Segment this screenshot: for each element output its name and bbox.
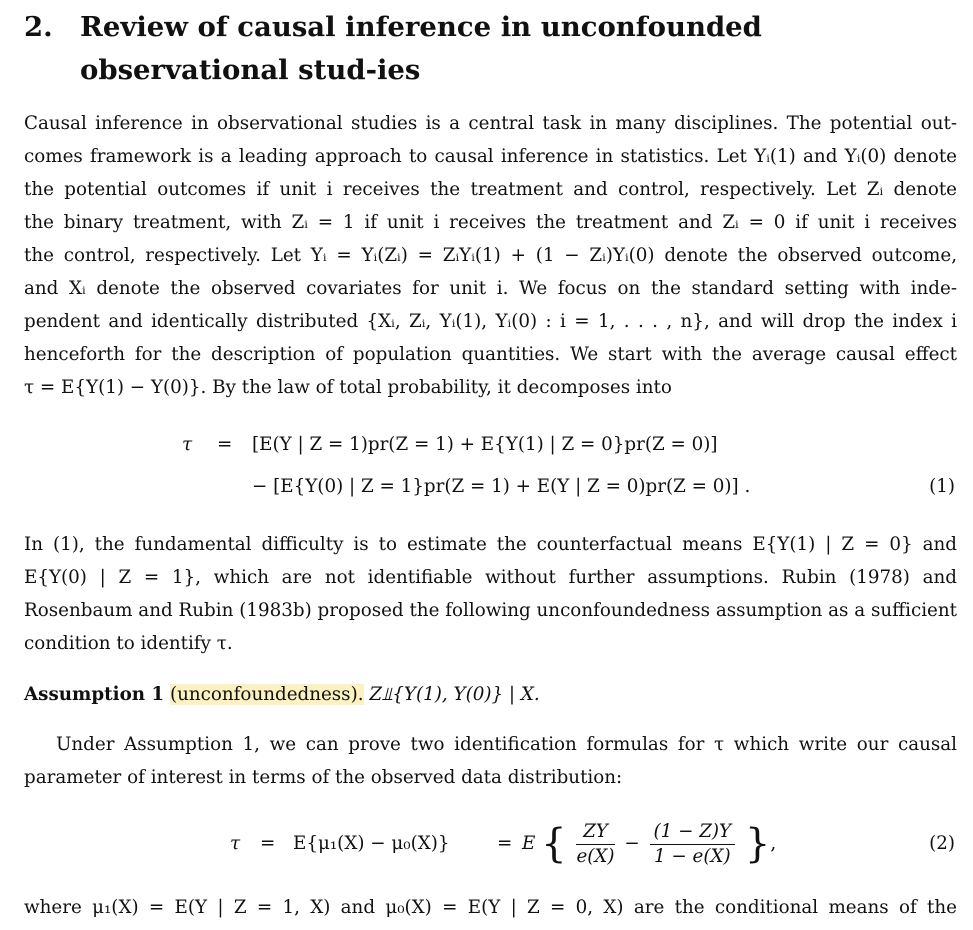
para1-line-2: comes framework is a leading approach to causal inference in statistics. Let Yᵢ(1) and Yᵢ(0) denote (24, 146, 957, 167)
para2-line-3: Rosenbaum and Rubin (1983b) proposed the following unconfoundedness assumption as a sufficient (24, 600, 957, 621)
eq2-equals-1: = (260, 833, 276, 854)
para2-line-1: In (1), the fundamental difficulty is to estimate the counterfactual means E{Y(1) | Z = 0} and (24, 534, 957, 555)
assumption-label: Assumption 1 (24, 684, 165, 705)
eq2-close-brace: } (744, 821, 771, 867)
para1-line-1: Causal inference in observational studies is a central task in many disciplines. The potential out- (24, 113, 957, 134)
para1-line-6: and Xᵢ denote the observed covariates for unit i. We focus on the standard setting with inde- (24, 278, 957, 299)
assumption-statement: Z⫫{Y(1), Y(0)} | X. (369, 684, 540, 705)
eq2-open-brace: { (541, 821, 567, 867)
section-title: Review of causal inference in unconfounded observational stud-ies (80, 11, 762, 86)
para1-line-5: the control, respectively. Let Yᵢ = Yᵢ(Zᵢ) = ZᵢYᵢ(1) + (1 − Zᵢ)Yᵢ(0) denote the observed outcome, (24, 245, 957, 266)
assumption-1 (24, 683, 540, 707)
para2-line-4: condition to identify τ. (24, 633, 233, 654)
eq2-expectation: E (522, 833, 536, 854)
eq1-equals: = (217, 434, 233, 455)
eq2-fraction-1 (576, 820, 614, 869)
eq1-line-1: [E(Y | Z = 1)pr(Z = 1) + E{Y(1) | Z = 0}pr(Z = 0)] (252, 434, 718, 455)
para1-line-4: the binary treatment, with Zᵢ = 1 if unit i receives the treatment and Zᵢ = 0 if unit i receives (24, 212, 957, 233)
para1-line-9: τ = E{Y(1) − Y(0)}. By the law of total probability, it decomposes into (24, 377, 672, 398)
eq2-frac2-denominator: 1 − e(X) (653, 845, 731, 867)
para1-line-8: henceforth for the description of population quantities. We start with the average causal effect (24, 344, 957, 365)
eq2-tail: , (770, 833, 777, 854)
eq2-frac1-denominator: e(X) (576, 845, 615, 867)
eq2-minus: − (624, 833, 640, 854)
eq2-frac2-numerator: (1 − Z)Y (650, 820, 736, 845)
eq1-line-2: − [E{Y(0) | Z = 1}pr(Z = 1) + E(Y | Z = 0)pr(Z = 0)] . (252, 476, 751, 497)
eq2-number: (2) (929, 833, 955, 854)
eq1-lhs: τ (182, 434, 193, 455)
para2-line-2: E{Y(0) | Z = 1}, which are not identifiable without further assumptions. Rubin (1978) and (24, 567, 957, 588)
eq2-middle: E{μ₁(X) − μ₀(X)} (293, 833, 450, 854)
section-number: 2. (24, 11, 53, 43)
para1-line-3: the potential outcomes if unit i receives the treatment and control, respectively. Let Zᵢ denote (24, 179, 957, 200)
eq2-lhs: τ (230, 833, 241, 854)
para1-line-7: pendent and identically distributed {Xᵢ, Zᵢ, Yᵢ(1), Yᵢ(0) : i = 1, . . . , n}, and will drop the index i (24, 311, 957, 332)
para4-line-1: where μ₁(X) = E(Y | Z = 1, X) and μ₀(X) = E(Y | Z = 0, X) are the conditional means of the (24, 897, 957, 918)
eq2-fraction-2 (650, 820, 736, 869)
assumption-name: (unconfoundedness). (169, 684, 364, 705)
eq2-frac1-numerator: ZY (576, 820, 614, 845)
eq2-equals-2: = (497, 833, 513, 854)
eq1-number: (1) (929, 476, 955, 497)
para3-line-2: parameter of interest in terms of the observed data distribution: (24, 767, 623, 788)
para3-line-1: Under Assumption 1, we can prove two identification formulas for τ which write our causal (56, 734, 957, 755)
eq2-rhs (522, 811, 776, 877)
